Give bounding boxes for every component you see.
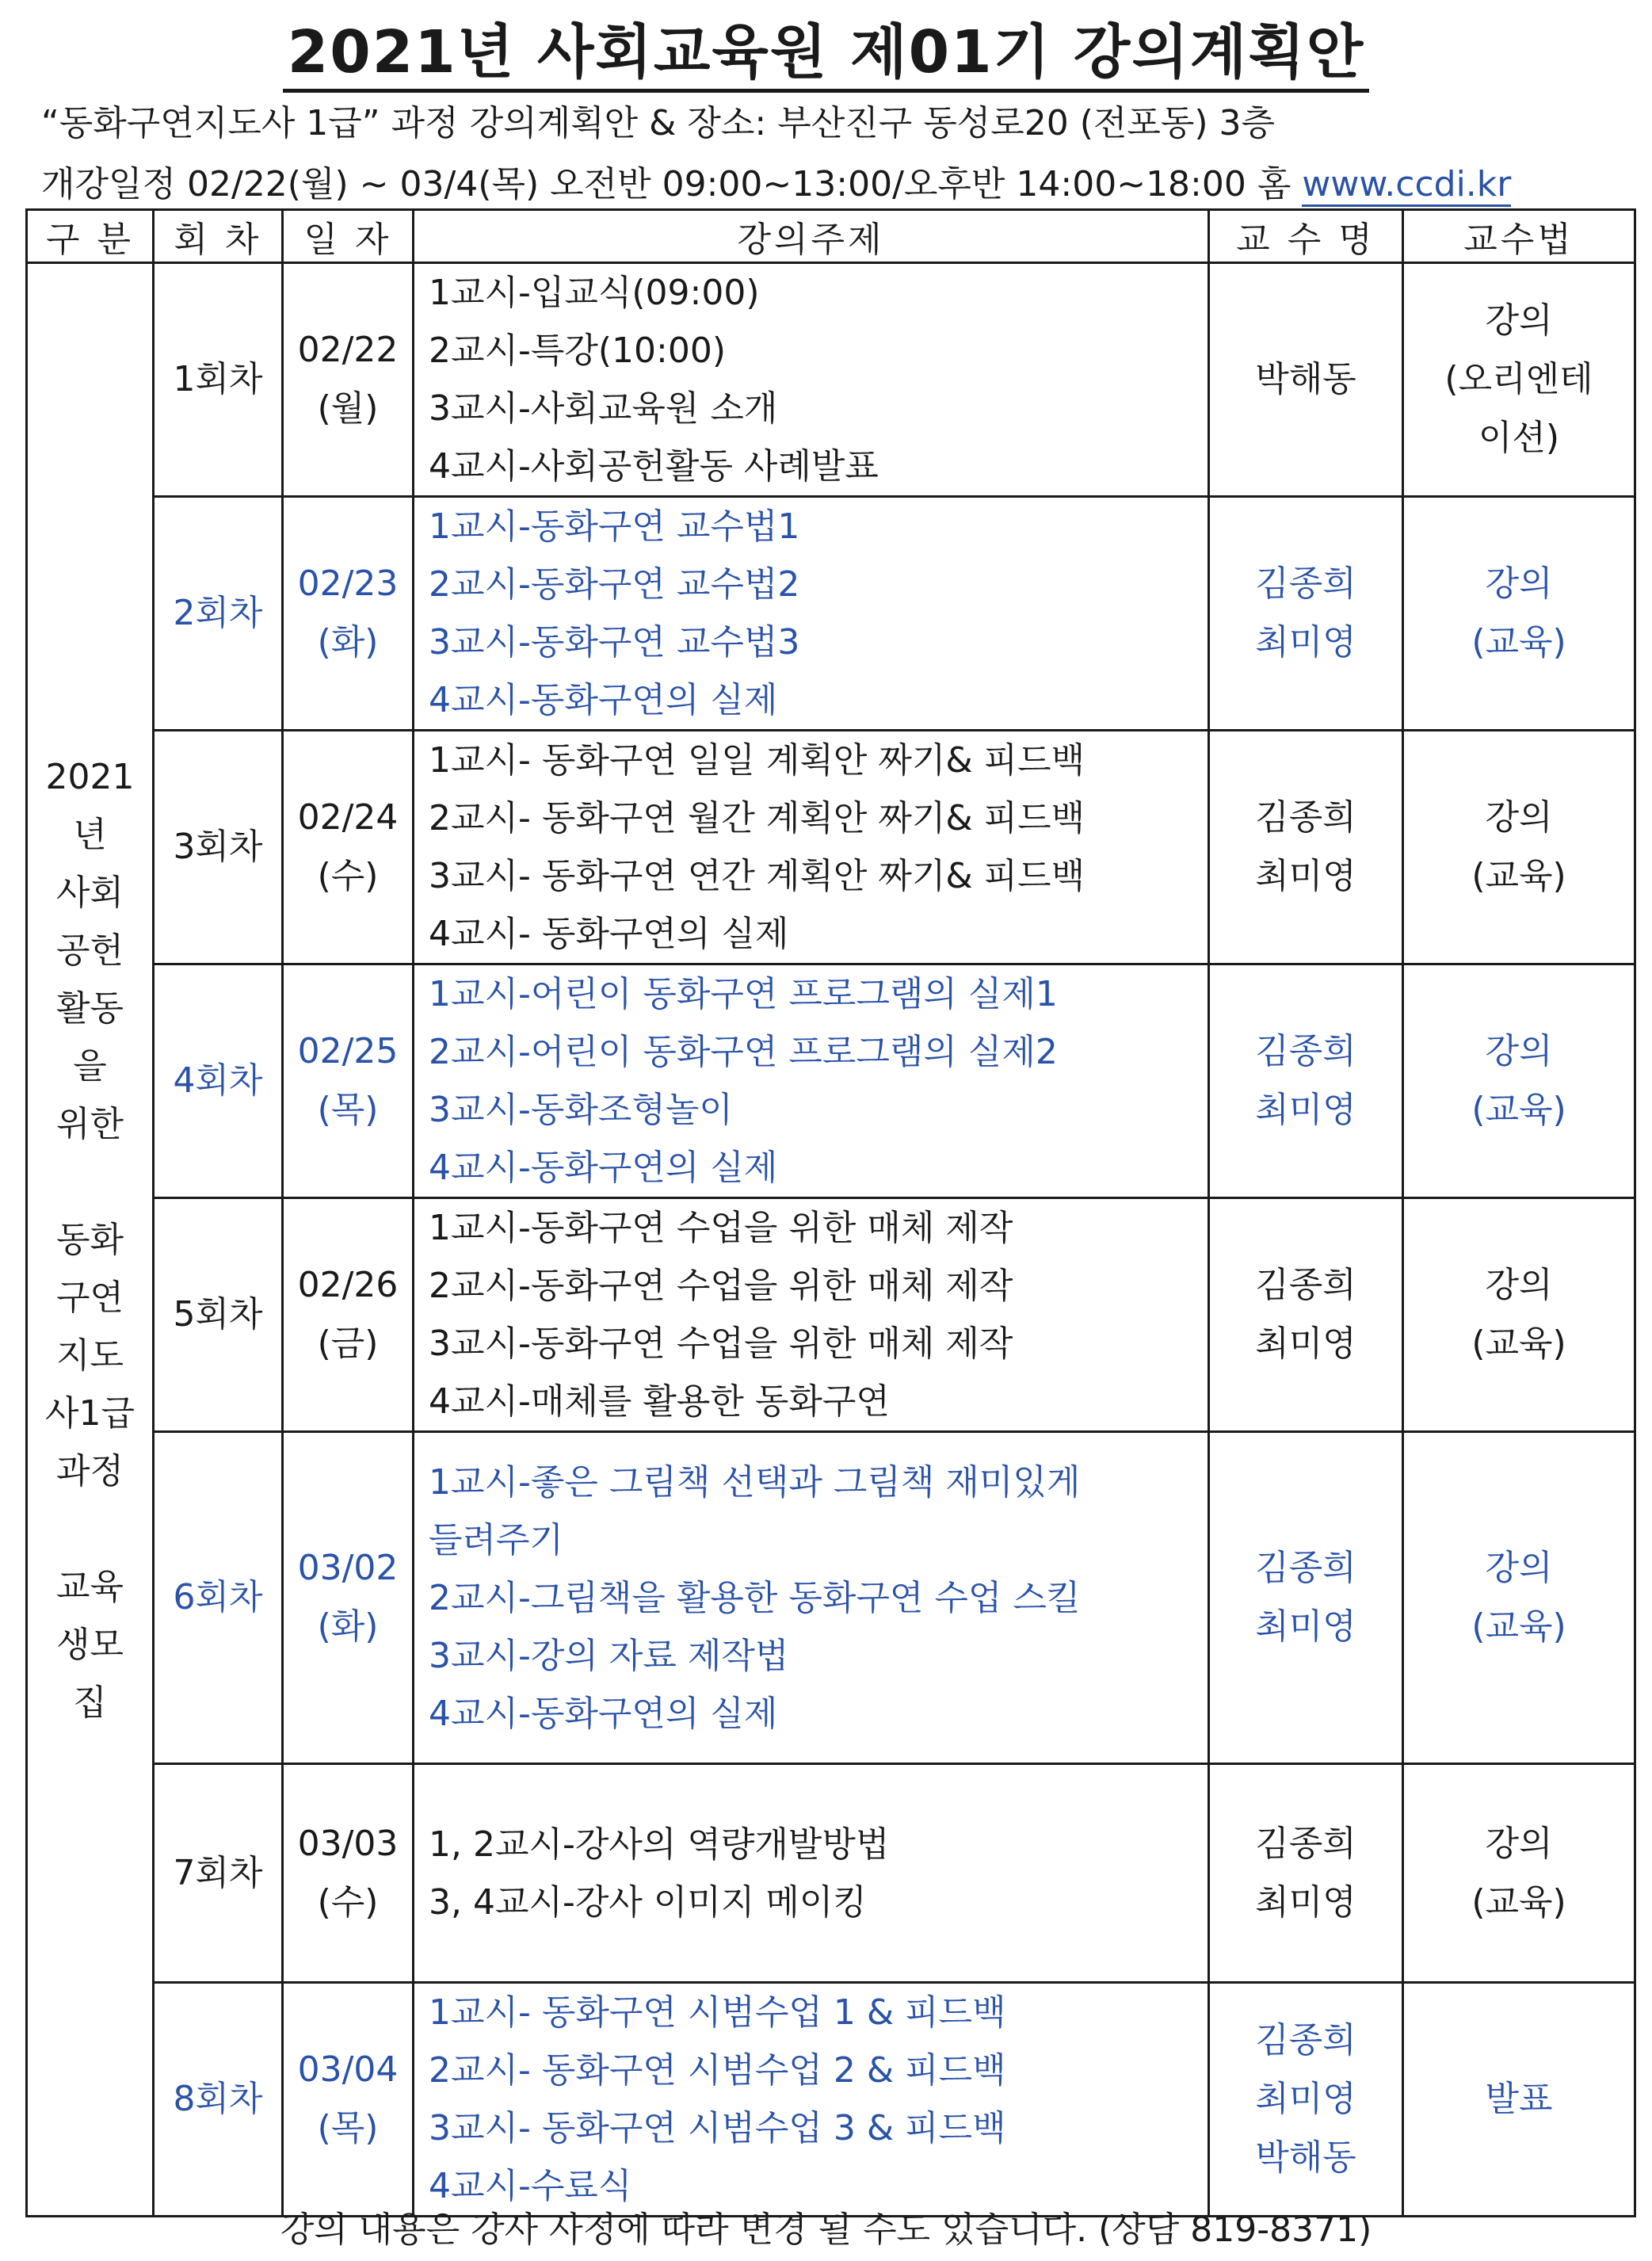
session-number: 7회차 — [154, 1764, 283, 1983]
method-line: (교육) — [1471, 622, 1566, 663]
instructor-name: 최미영 — [1255, 856, 1356, 896]
session-method — [1403, 1198, 1635, 1432]
instructor-name: 김종희 — [1255, 1031, 1356, 1071]
table-row — [27, 731, 1635, 964]
topic-line: 2교시- 동화구연 시범수업 2 & 피드백 — [429, 2050, 1006, 2091]
topic-line: 1교시-입교식(09:00) — [429, 273, 760, 313]
instructor-name: 김종희 — [1255, 563, 1356, 604]
topic-line: 2교시-특강(10:00) — [429, 330, 727, 371]
category-line: 사회 — [55, 872, 124, 913]
header-category: 구 분 — [27, 210, 154, 263]
category-cell — [27, 263, 154, 2217]
session-instructor — [1209, 1198, 1403, 1432]
category-line: 을 — [73, 1045, 107, 1087]
method-line: (교육) — [1471, 1881, 1566, 1923]
session-topics — [414, 1764, 1209, 1983]
header-method: 교수법 — [1403, 210, 1635, 263]
homepage-link[interactable]: www.ccdi.kr — [1302, 164, 1511, 207]
instructor-name: 김종희 — [1255, 2020, 1356, 2060]
session-topics — [414, 1983, 1209, 2217]
session-method — [1403, 1764, 1635, 1983]
topic-line: 4교시-동화구연의 실제 — [429, 1693, 778, 1734]
day-text: (금) — [317, 1323, 379, 1364]
session-topics — [414, 731, 1209, 964]
topic-line: 1교시- 동화구연 시범수업 1 & 피드백 — [429, 1992, 1006, 2033]
instructor-name: 최미영 — [1255, 1323, 1356, 1364]
category-line: 구연 — [55, 1277, 124, 1318]
instructor-name: 김종희 — [1255, 1548, 1356, 1588]
instructor-name: 박해동 — [1255, 2137, 1356, 2178]
day-text: (월) — [317, 388, 379, 429]
session-instructor — [1209, 1764, 1403, 1983]
schedule-info-line — [41, 162, 1511, 207]
session-number: 8회차 — [154, 1983, 283, 2217]
method-line: (오리엔테 — [1444, 359, 1593, 399]
category-line: 년 — [73, 814, 107, 855]
date-text: 02/26 — [297, 1265, 399, 1305]
session-date — [283, 1198, 414, 1432]
category-spacer — [28, 1500, 152, 1558]
session-method — [1403, 1432, 1635, 1764]
session-date — [283, 1983, 414, 2217]
topic-line: 4교시-사회공헌활동 사례발표 — [429, 446, 879, 487]
header-topic: 강의주제 — [414, 210, 1209, 263]
topic-line: 1교시-어린이 동화구연 프로그램의 실제1 — [429, 974, 1058, 1014]
session-instructor — [1209, 964, 1403, 1198]
page-title — [0, 17, 1652, 93]
topic-line: 2교시- 동화구연 월간 계획안 짜기& 피드백 — [429, 798, 1085, 838]
day-text: (화) — [317, 622, 379, 663]
session-number: 4회차 — [154, 964, 283, 1198]
topic-line: 2교시-그림책을 활용한 동화구연 수업 스킬 — [429, 1577, 1081, 1618]
header-instructor: 교 수 명 — [1209, 210, 1403, 263]
date-text: 03/03 — [297, 1823, 399, 1864]
method-line: 강의 — [1485, 563, 1553, 604]
date-text: 02/22 — [297, 330, 399, 370]
footer-note: 강의 내용은 강사 사정에 따라 변경 될 수도 있습니다. (상담 819-8371) — [280, 2209, 1372, 2250]
table-row — [27, 1198, 1635, 1432]
category-line: 과정 — [55, 1450, 124, 1491]
category-line: 사1급 — [44, 1392, 135, 1434]
header-date: 일 자 — [283, 210, 414, 263]
session-method — [1403, 263, 1635, 497]
header-session: 회 차 — [154, 210, 283, 263]
day-text: (화) — [317, 1606, 379, 1647]
title-text: 2021년 사회교육원 제01기 강의계획안 — [283, 17, 1370, 93]
session-method — [1403, 497, 1635, 731]
topic-line: 1교시- 동화구연 일일 계획안 짜기& 피드백 — [429, 740, 1085, 781]
topic-line: 2교시-어린이 동화구연 프로그램의 실제2 — [429, 1032, 1058, 1072]
topic-line: 4교시-동화구연의 실제 — [429, 680, 778, 720]
day-text: (목) — [317, 1090, 379, 1130]
plan-body — [27, 263, 1635, 2217]
session-instructor — [1209, 263, 1403, 497]
topic-line: 3교시-동화구연 교수법3 — [429, 622, 800, 663]
date-text: 02/25 — [297, 1031, 399, 1071]
topic-line: 3교시- 동화구연 시범수업 3 & 피드백 — [429, 2108, 1006, 2148]
table-row — [27, 1983, 1635, 2217]
category-line: 공헌 — [55, 930, 124, 971]
method-line: 발표 — [1485, 2079, 1553, 2119]
method-line: 강의 — [1485, 1265, 1553, 1305]
session-number: 2회차 — [154, 497, 283, 731]
topic-line: 4교시-동화구연의 실제 — [429, 1148, 778, 1188]
session-topics — [414, 1432, 1209, 1764]
method-line: 강의 — [1485, 797, 1553, 838]
category-line: 2021 — [45, 756, 135, 797]
topic-line: 2교시-동화구연 교수법2 — [429, 564, 800, 605]
day-text: (수) — [317, 856, 379, 896]
date-text: 03/02 — [297, 1548, 399, 1588]
topic-line: 1, 2교시-강사의 역량개발방법 — [429, 1824, 890, 1865]
session-instructor — [1209, 731, 1403, 964]
topic-line: 3교시-사회교육원 소개 — [429, 388, 778, 429]
header-row — [27, 210, 1635, 263]
topic-line: 4교시- 동화구연의 실제 — [429, 914, 789, 954]
topic-line: 3, 4교시-강사 이미지 메이킹 — [429, 1881, 867, 1923]
session-topics — [414, 497, 1209, 731]
session-date — [283, 497, 414, 731]
method-line: 강의 — [1485, 1823, 1553, 1864]
session-instructor — [1209, 1432, 1403, 1764]
instructor-name: 김종희 — [1255, 1265, 1356, 1305]
instructor-name: 최미영 — [1255, 2079, 1356, 2119]
category-line: 동화 — [55, 1219, 124, 1260]
table-row — [27, 1432, 1635, 1764]
method-line: (교육) — [1471, 1606, 1566, 1647]
day-text: (수) — [317, 1881, 379, 1923]
instructor-name: 김종희 — [1255, 797, 1356, 838]
session-date — [283, 263, 414, 497]
date-text: 03/04 — [297, 2049, 399, 2090]
lecture-plan-table — [25, 208, 1636, 2217]
method-line: 강의 — [1485, 1031, 1553, 1071]
category-line: 위한 — [55, 1103, 124, 1144]
category-spacer — [28, 1153, 152, 1211]
session-number: 6회차 — [154, 1432, 283, 1764]
category-line: 활동 — [55, 987, 124, 1029]
topic-line: 들려주기 — [429, 1519, 564, 1560]
instructor-name: 박해동 — [1255, 359, 1356, 399]
session-topics — [414, 1198, 1209, 1432]
topic-line: 4교시-수료식 — [429, 2166, 632, 2206]
category-line: 집 — [73, 1682, 107, 1723]
instructor-name: 최미영 — [1255, 1881, 1356, 1923]
topic-line: 3교시-동화구연 수업을 위한 매체 제작 — [429, 1323, 1013, 1364]
category-line: 생모 — [55, 1624, 124, 1665]
table-row — [27, 497, 1635, 731]
session-instructor — [1209, 497, 1403, 731]
topic-line: 1교시-동화구연 교수법1 — [429, 506, 800, 547]
method-line: 강의 — [1485, 1548, 1553, 1588]
session-date — [283, 731, 414, 964]
topic-line: 3교시-강의 자료 제작법 — [429, 1635, 789, 1676]
table-row — [27, 263, 1635, 497]
date-text: 02/23 — [297, 563, 399, 604]
instructor-name: 최미영 — [1255, 1606, 1356, 1647]
instructor-name: 김종희 — [1255, 1823, 1356, 1864]
method-line: (교육) — [1471, 1090, 1566, 1130]
instructor-name: 최미영 — [1255, 622, 1356, 663]
topic-line: 4교시-매체를 활용한 동화구연 — [429, 1381, 890, 1422]
session-instructor — [1209, 1983, 1403, 2217]
topic-line: 3교시- 동화구연 연간 계획안 짜기& 피드백 — [429, 856, 1085, 896]
session-number: 5회차 — [154, 1198, 283, 1432]
session-method — [1403, 964, 1635, 1198]
method-line: (교육) — [1471, 856, 1566, 896]
session-date — [283, 1764, 414, 1983]
session-date — [283, 1432, 414, 1764]
method-line: 이션) — [1478, 418, 1560, 458]
session-number: 1회차 — [154, 263, 283, 497]
course-info-line: “동화구연지도사 1급” 과정 강의계획안 & 장소: 부산진구 동성로20 (전포동) 3층 — [41, 103, 1276, 143]
topic-line: 1교시-동화구연 수업을 위한 매체 제작 — [429, 1208, 1013, 1248]
topic-line: 2교시-동화구연 수업을 위한 매체 제작 — [429, 1266, 1013, 1306]
instructor-name: 최미영 — [1255, 1090, 1356, 1130]
topic-line: 3교시-동화조형놀이 — [429, 1090, 733, 1130]
table-row — [27, 1764, 1635, 1983]
category-line: 지도 — [55, 1335, 124, 1376]
session-method — [1403, 731, 1635, 964]
category-line: 교육 — [55, 1566, 124, 1607]
method-line: 강의 — [1485, 300, 1553, 341]
table-row — [27, 964, 1635, 1198]
schedule-text: 개강일정 02/22(월) ~ 03/4(목) 오전반 09:00~13:00/오후반 14:00~18:00 홈 — [41, 164, 1303, 204]
session-topics — [414, 263, 1209, 497]
topic-line: 1교시-좋은 그림책 선택과 그림책 재미있게 — [429, 1461, 1081, 1503]
session-number: 3회차 — [154, 731, 283, 964]
session-topics — [414, 964, 1209, 1198]
session-date — [283, 964, 414, 1198]
session-method — [1403, 1983, 1635, 2217]
date-text: 02/24 — [297, 797, 399, 838]
day-text: (목) — [317, 2108, 379, 2148]
method-line: (교육) — [1471, 1323, 1566, 1364]
